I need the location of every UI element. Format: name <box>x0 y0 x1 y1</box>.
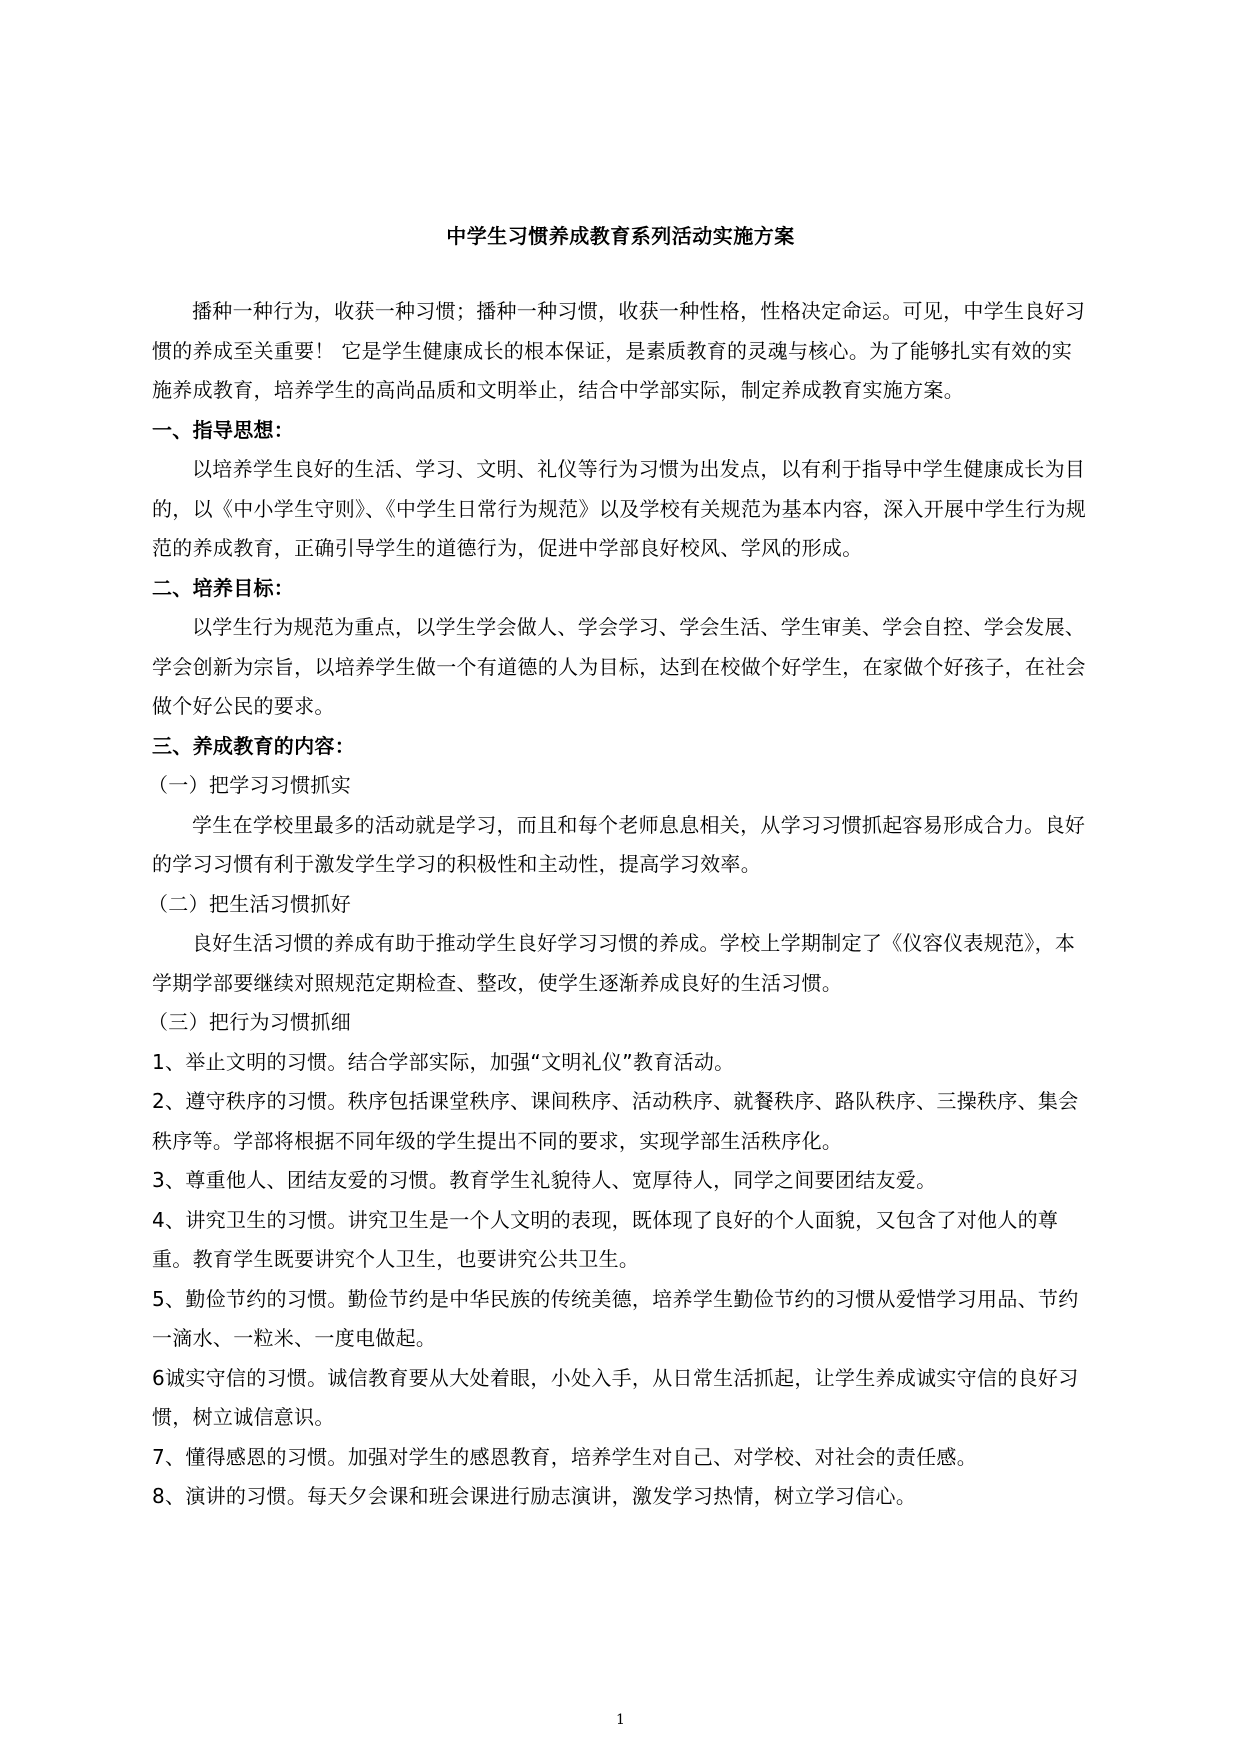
page-number: 1 <box>616 1712 625 1728</box>
intro-paragraph: 播种一种行为，收获一种习惯；播种一种习惯，收获一种性格，性格决定命运。可见，中学生良好习惯的养成至关重要！ 它是学生健康成长的根本保证，是素质教育的灵魂与核心。为了能够扎实有效的实施养成教育，培养学生的高尚品质和文明举止，结合中学部实际，制定养成教育实施方案。 <box>152 299 1086 402</box>
document-title: 中学生习惯养成教育系列活动实施方案 <box>446 224 795 248</box>
list-item: 2、遵守秩序的习惯。秩序包括课堂秩序、课间秩序、活动秩序、就餐秩序、路队秩序、三操秩序、集会秩序等。学部将根据不同年级的学生提出不同的要求，实现学部生活秩序化。 <box>152 1089 1079 1153</box>
subsection-body-life-habits: 良好生活习惯的养成有助于推动学生良好学习习惯的养成。学校上学期制定了《仪容仪表规范》，本学期学部要继续对照规范定期检查、整改，使学生逐渐养成良好的生活习惯。 <box>152 931 1076 995</box>
section-body-training-goals: 以学生行为规范为重点，以学生学会做人、学会学习、学会生活、学生审美、学会自控、学会发展、学会创新为宗旨，以培养学生做一个有道德的人为目标，达到在校做个好学生，在家做个好孩子，在社会做个好公民的要求。 <box>152 615 1086 718</box>
section-heading-guiding-ideology: 一、指导思想： <box>152 417 295 442</box>
document-body <box>148 292 1092 1517</box>
subsection-body-study-habits: 学生在学校里最多的活动就是学习，而且和每个老师息息相关，从学习习惯抓起容易形成合力。良好的学习习惯有利于激发学生学习的积极性和主动性，提高学习效率。 <box>152 812 1086 876</box>
subsection-heading-study-habits: （一）把学习习惯抓实 <box>148 773 351 797</box>
list-item: 8、演讲的习惯。每天夕会课和班会课进行励志演讲，激发学习热情，树立学习信心。 <box>152 1484 917 1508</box>
section-body-guiding-ideology: 以培养学生良好的生活、学习、文明、礼仪等行为习惯为出发点，以有利于指导中学生健康成长为目的，以《中小学生守则》、《中学生日常行为规范》以及学校有关规范为基本内容，深入开展中学生行为规范的养成教育，正确引导学生的道德行为，促进中学部良好校风、学风的形成。 <box>152 457 1087 560</box>
list-item: 1、举止文明的习惯。结合学部实际，加强“文明礼仪”教育活动。 <box>152 1049 735 1074</box>
list-item: 6诚实守信的习惯。诚信教育要从大处着眼，小处入手，从日常生活抓起，让学生养成诚实守信的良好习惯，树立诚信意识。 <box>152 1365 1079 1429</box>
list-item: 5、勤俭节约的习惯。勤俭节约是中华民族的传统美德，培养学生勤俭节约的习惯从爱惜学习用品、节约一滴水、一粒米、一度电做起。 <box>152 1286 1079 1350</box>
list-item: 3、尊重他人、团结友爱的习惯。教育学生礼貌待人、宽厚待人，同学之间要团结友爱。 <box>152 1168 937 1192</box>
list-item: 4、讲究卫生的习惯。讲究卫生是一个人文明的表现，既体现了良好的个人面貌，又包含了对他人的尊重。教育学生既要讲究个人卫生，也要讲究公共卫生。 <box>152 1207 1059 1271</box>
subsection-heading-behavior-habits: （三）把行为习惯抓细 <box>148 1010 351 1034</box>
section-heading-training-goals: 二、培养目标： <box>152 575 295 600</box>
section-heading-education-content: 三、养成教育的内容： <box>152 733 355 758</box>
subsection-heading-life-habits: （二）把生活习惯抓好 <box>148 891 351 916</box>
list-item: 7、懂得感恩的习惯。加强对学生的感恩教育，培养学生对自己、对学校、对社会的责任感。 <box>152 1444 978 1469</box>
